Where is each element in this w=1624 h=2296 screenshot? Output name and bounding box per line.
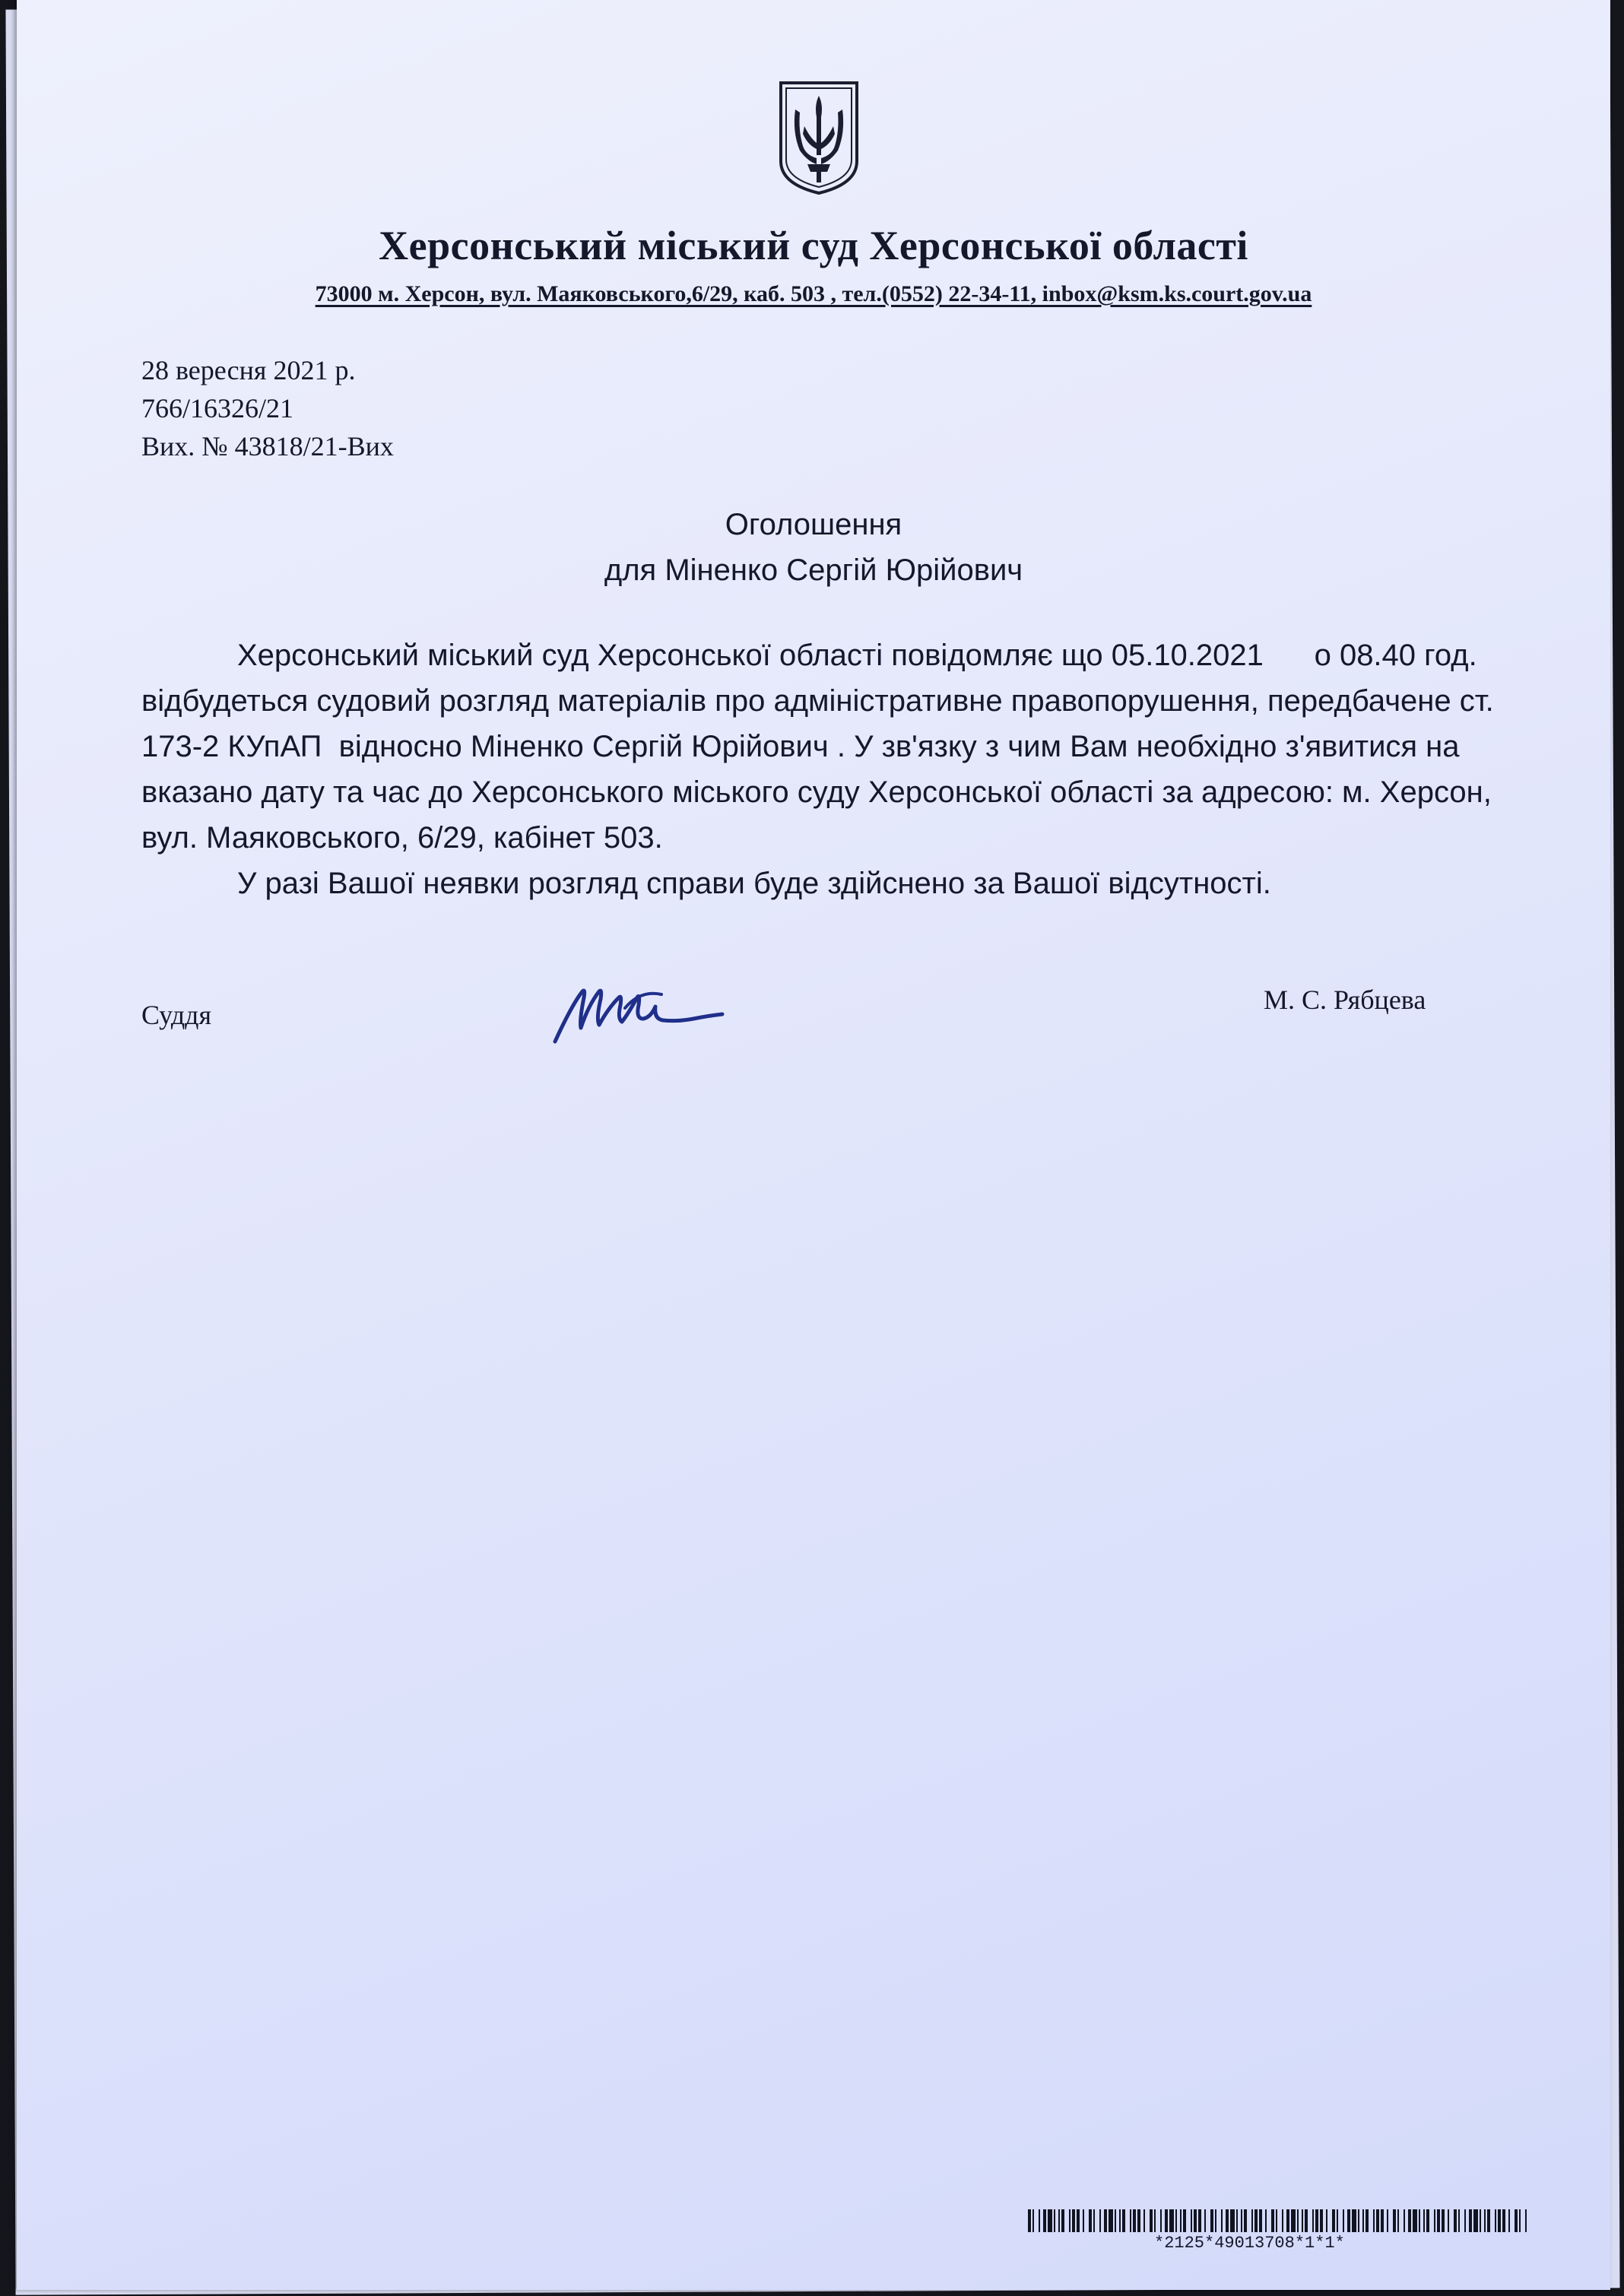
barcode bbox=[1028, 2209, 1530, 2232]
document-meta bbox=[141, 351, 394, 465]
notice-paragraph-absence: У разі Вашої неявки розгляд справи буде здійснено за Вашої відсутності. bbox=[237, 867, 1271, 900]
announcement-title: Оголошення bbox=[725, 508, 902, 541]
coat-of-arms-icon bbox=[777, 79, 861, 196]
judge-name: М. С. Рябцева bbox=[1264, 985, 1426, 1015]
barcode-text: *2125*49013708*1*1* bbox=[1154, 2234, 1345, 2253]
notice-paragraph: Херсонський міський суд Херсонської області повідомляє що 05.10.2021 о 08.40 год. відбудеться судовий розгляд матеріалів про адміністративне правопорушення, передбачене ст. 173-2 КУпАП відносно Міненко Сергій Юрійович . У зв'язку з чим Вам необхідно з'явитися на вказано дату та час до Херсонського міського суду Херсонської області за адресою: м. Херсон, вул. Маяковського, 6/29, кабінет 503. bbox=[141, 639, 1520, 855]
document-date: 28 вересня 2021 р. bbox=[141, 355, 356, 385]
announcement-header bbox=[17, 502, 1610, 593]
announcement-recipient: для Міненко Сергій Юрійович bbox=[604, 553, 1023, 587]
judge-label: Суддя bbox=[141, 1000, 212, 1030]
outgoing-number: Вих. № 43818/21-Вих bbox=[141, 431, 394, 461]
court-name-heading: Херсонський міський суд Херсонської області bbox=[379, 223, 1248, 268]
document-page bbox=[17, 0, 1610, 2290]
judge-signature bbox=[549, 975, 747, 1051]
case-number: 766/16326/21 bbox=[141, 393, 294, 423]
notice-body bbox=[141, 633, 1520, 906]
court-address-line: 73000 м. Херсон, вул. Маяковського,6/29, каб. 503 , тел.(0552) 22-34-11, inbox@ksm.ks.court.gov.ua bbox=[315, 281, 1312, 306]
